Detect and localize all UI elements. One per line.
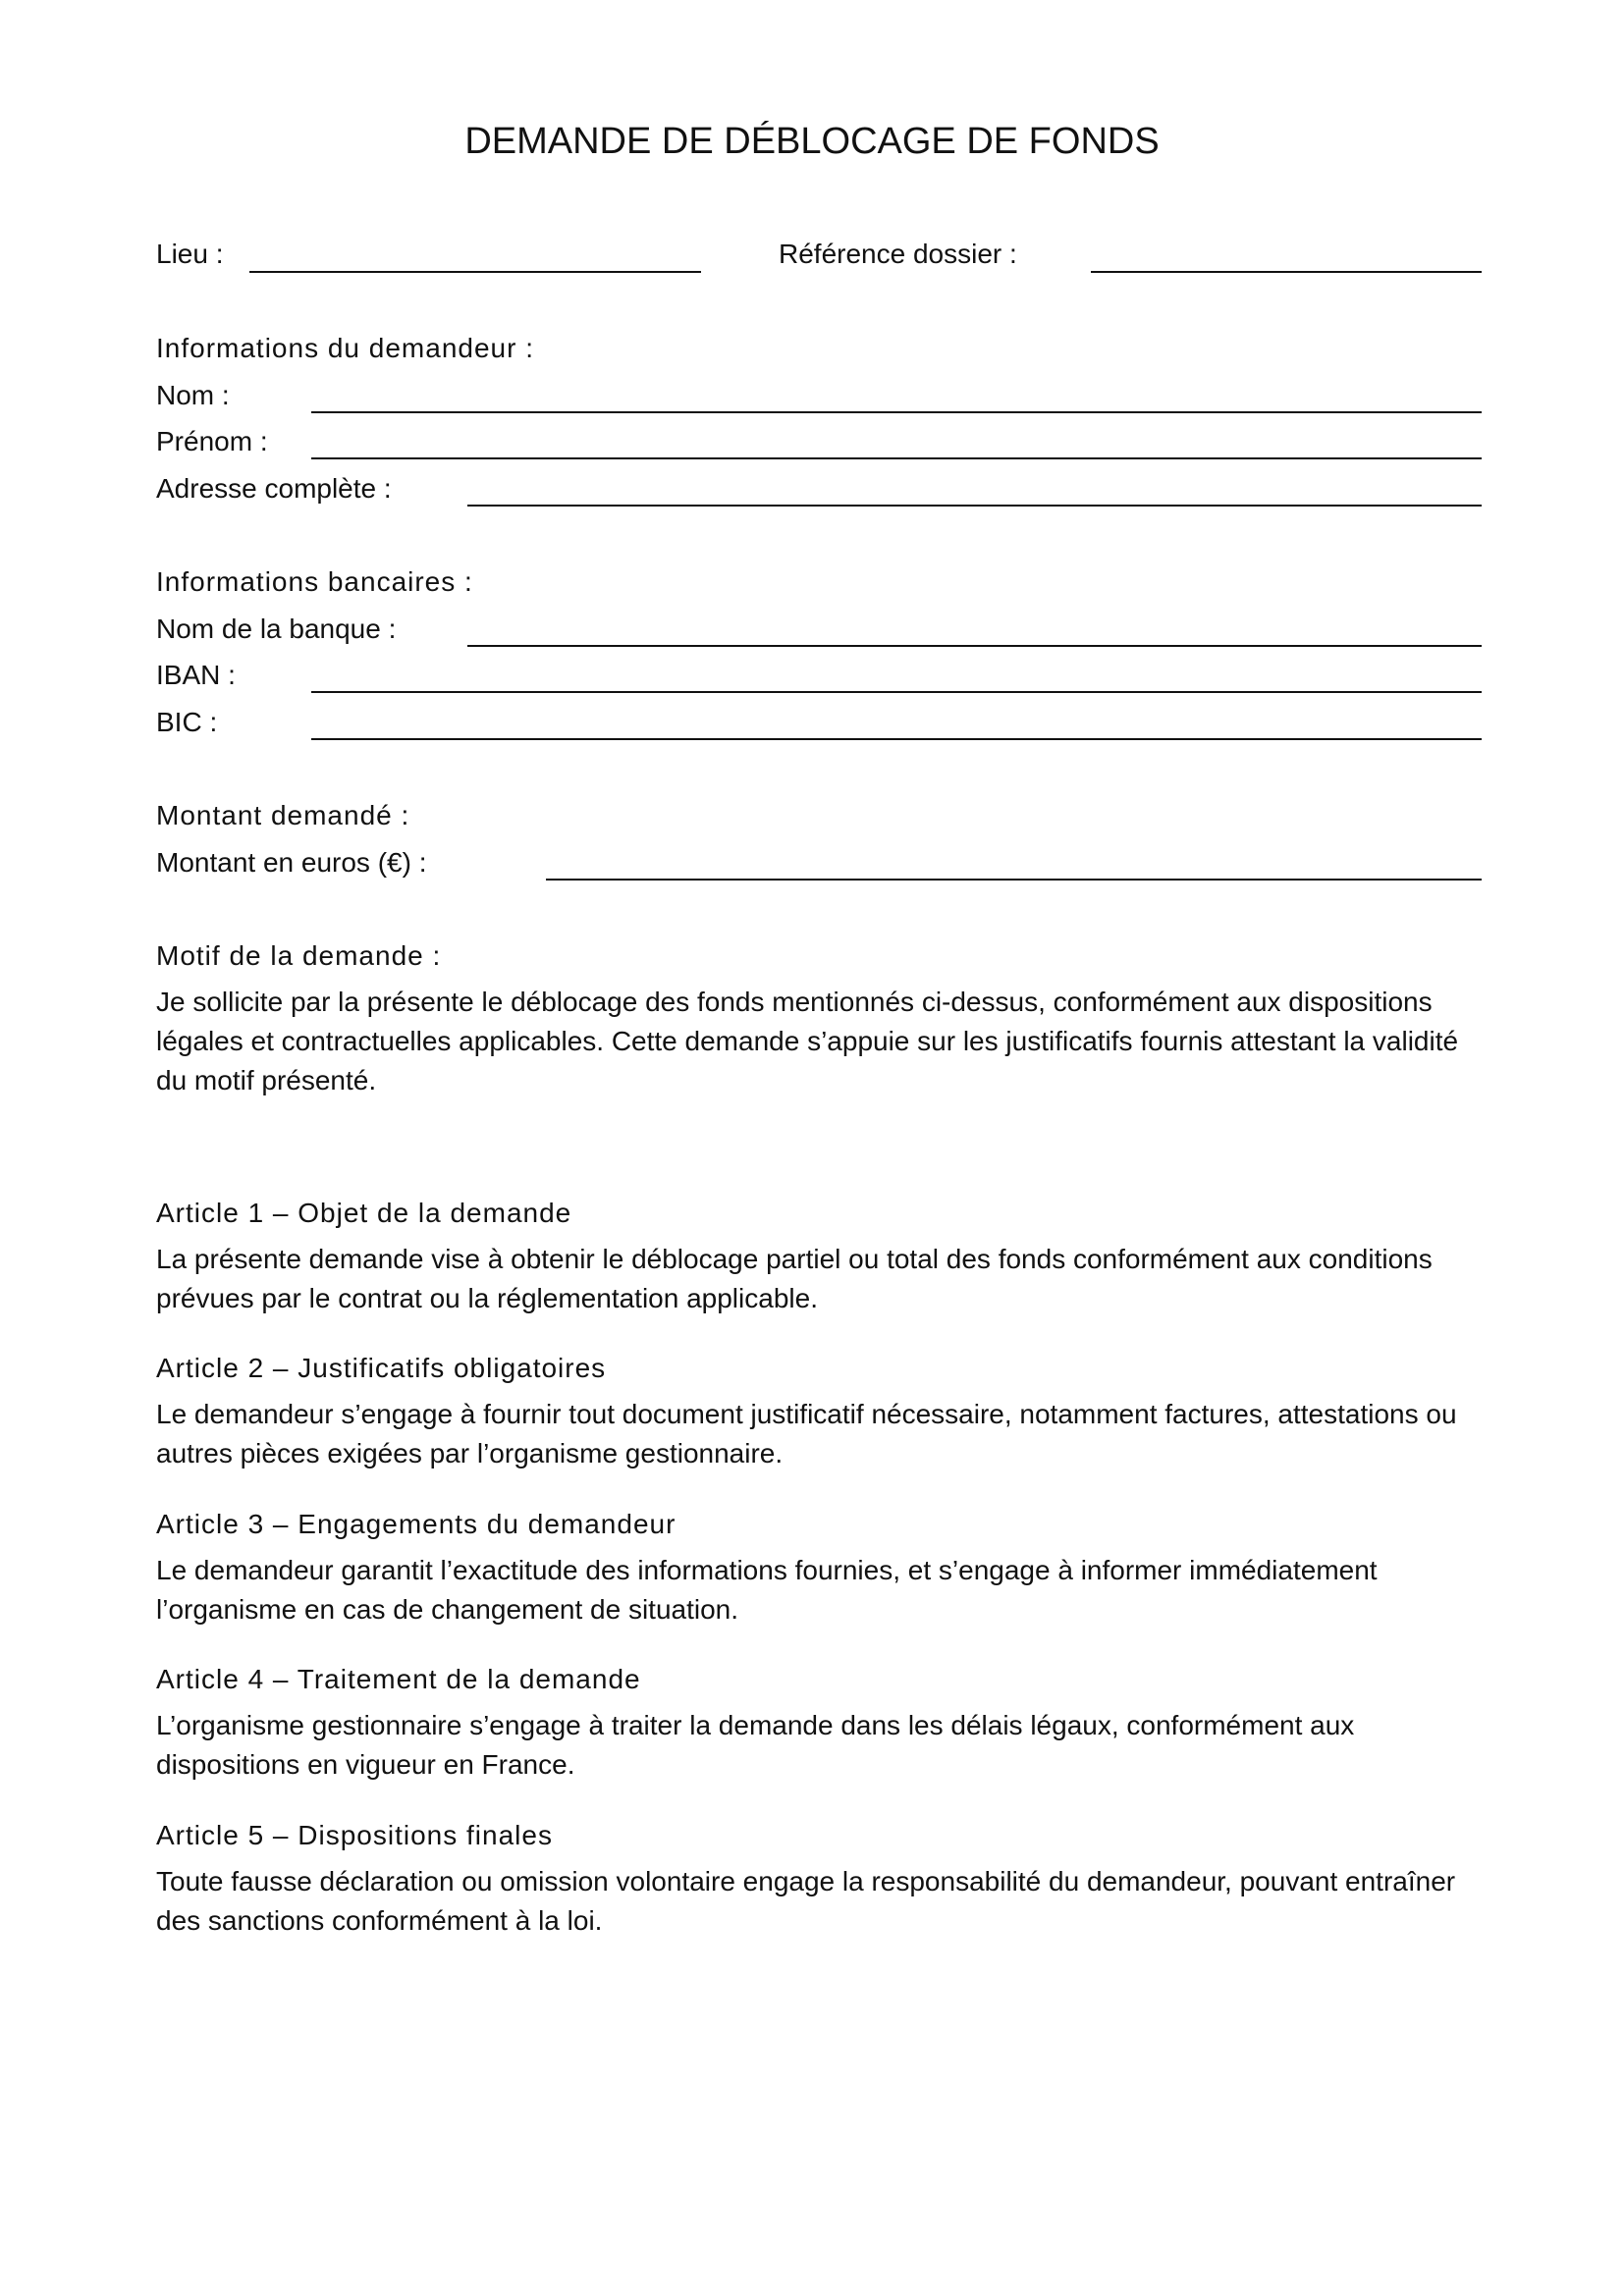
- motif-text: Je sollicite par la présente le déblocage des fonds mentionnés ci-dessus, conformément aux dispositions légales et contractuelles applicables. Cette demande s’appuie sur les justificatifs fournis attestant la validité du motif présenté.: [156, 987, 1459, 1095]
- bic-field[interactable]: [311, 738, 1482, 740]
- iban-field[interactable]: [311, 691, 1482, 693]
- article-5-text: Toute fausse déclaration ou omission volontaire engage la responsabilité du demandeur, pouvant entraîner des sanctions conformément à la loi.: [156, 1866, 1456, 1936]
- article-2-text: Le demandeur s’engage à fournir tout document justificatif nécessaire, notamment factures, attestations ou autres pièces exigées par l’organisme gestionnaire.: [156, 1399, 1457, 1468]
- adresse-field[interactable]: [467, 505, 1482, 507]
- banque-heading: Informations bancaires :: [156, 566, 473, 597]
- article-2-title: Article 2 – Justificatifs obligatoires: [156, 1353, 607, 1383]
- prenom-field[interactable]: [311, 457, 1482, 459]
- demandeur-heading: Informations du demandeur :: [156, 333, 534, 363]
- reference-dossier-field[interactable]: [1091, 271, 1482, 273]
- prenom-label: Prénom :: [156, 426, 268, 456]
- bic-label: BIC :: [156, 707, 218, 737]
- motif-heading: Motif de la demande :: [156, 940, 442, 971]
- banque-label: Nom de la banque :: [156, 614, 397, 644]
- montant-heading: Montant demandé :: [156, 800, 410, 830]
- banque-field[interactable]: [467, 645, 1482, 647]
- montant-euros-label: Montant en euros (€) :: [156, 847, 427, 878]
- article-1-text: La présente demande vise à obtenir le déblocage partiel ou total des fonds conformément aux conditions prévues par le contrat ou la réglementation applicable.: [156, 1244, 1433, 1313]
- article-3-title: Article 3 – Engagements du demandeur: [156, 1509, 677, 1539]
- nom-field[interactable]: [311, 411, 1482, 413]
- article-3-text: Le demandeur garantit l’exactitude des informations fournies, et s’engage à informer immédiatement l’organisme en cas de changement de situation.: [156, 1555, 1378, 1625]
- article-4-text: L’organisme gestionnaire s’engage à traiter la demande dans les délais légaux, conformément aux dispositions en vigueur en France.: [156, 1710, 1355, 1780]
- article-4-title: Article 4 – Traitement de la demande: [156, 1664, 641, 1694]
- montant-euros-field[interactable]: [546, 879, 1482, 881]
- document-title: DEMANDE DE DÉBLOCAGE DE FONDS: [464, 121, 1160, 162]
- reference-dossier-label: Référence dossier :: [779, 239, 1017, 269]
- lieu-label: Lieu :: [156, 239, 224, 269]
- lieu-field[interactable]: [249, 271, 701, 273]
- nom-label: Nom :: [156, 380, 230, 410]
- article-1-title: Article 1 – Objet de la demande: [156, 1198, 572, 1228]
- iban-label: IBAN :: [156, 660, 236, 690]
- adresse-label: Adresse complète :: [156, 473, 392, 504]
- article-5-title: Article 5 – Dispositions finales: [156, 1820, 553, 1850]
